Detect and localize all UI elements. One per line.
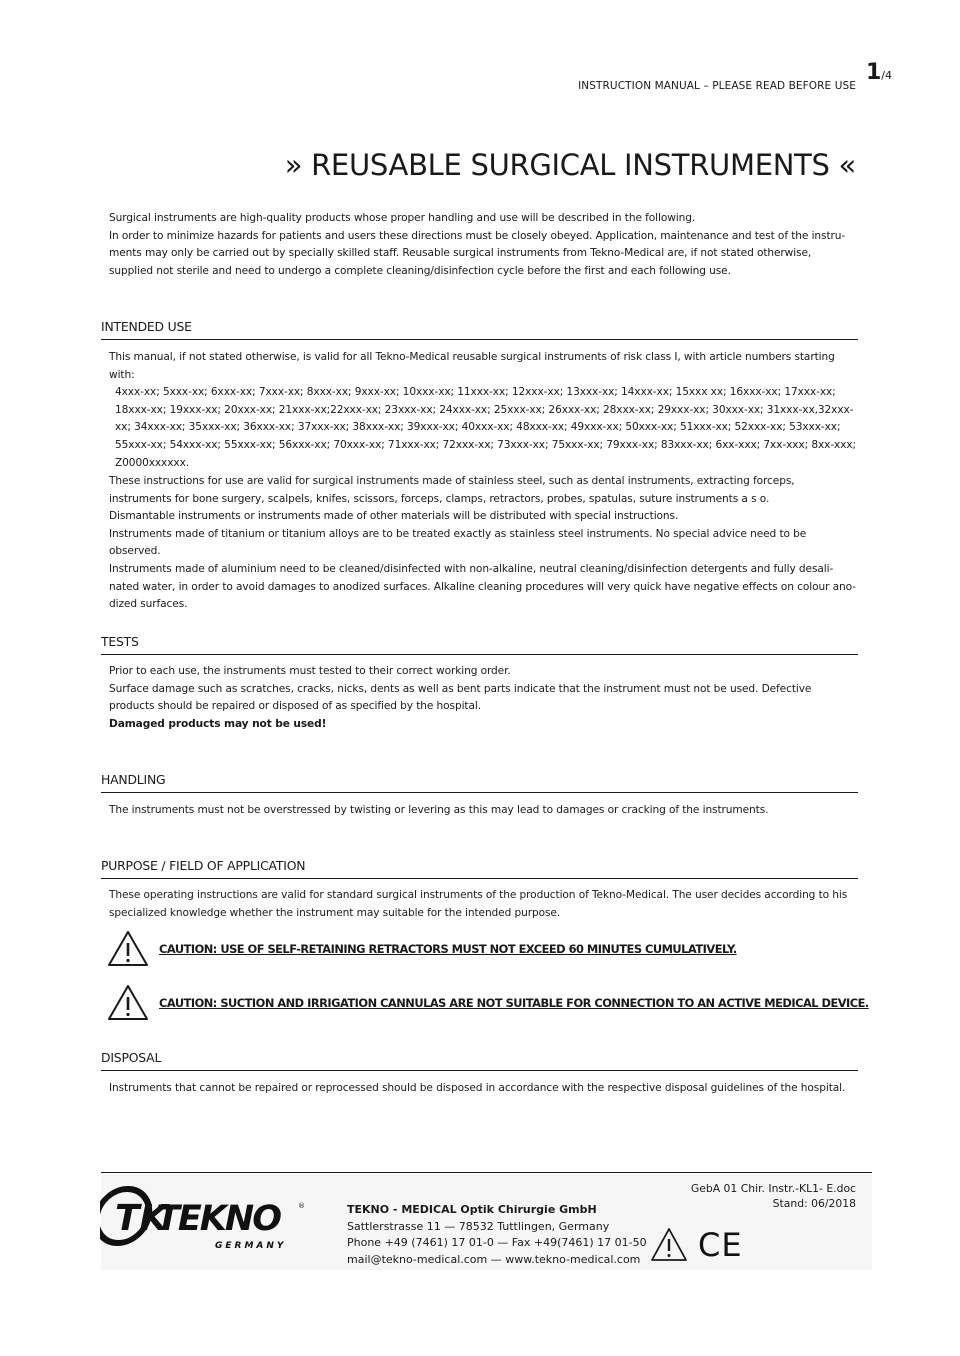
caution-cannulas	[107, 984, 869, 1022]
doc-ref: GebA 01 Chir. Instr.-KL1- E.doc	[690, 1182, 856, 1195]
svg-text:®: ®	[298, 1202, 305, 1210]
heading-purpose: PURPOSE / FIELD OF APPLICATION	[101, 858, 858, 879]
caution-retractors	[107, 930, 737, 968]
logo-wordmark: TEKNO	[156, 1199, 280, 1239]
header-label: INSTRUCTION MANUAL – PLEASE READ BEFORE USE	[578, 80, 856, 92]
company-phone: Phone +49 (7461) 17 01-0 — Fax +49(7461) 17 01-50	[347, 1236, 647, 1250]
page-current: 1	[865, 60, 882, 85]
intro-text	[109, 210, 857, 280]
page-number	[866, 60, 892, 85]
purpose-line: These operating instructions are valid for standard surgical instruments of the production of Tekno-Medical. The user decides according to his specialized knowledge whether the instrument may suitable for the intended purpose.	[109, 889, 848, 919]
intended-use-intro: This manual, if not stated otherwise, is valid for all Tekno-Medical reusable surgical instruments of risk class I, with article numbers starting with:	[109, 351, 835, 381]
logo-subtitle: GERMANY	[215, 1241, 287, 1251]
tests-line-1: Prior to each use, the instruments must tested to their correct working order.	[109, 665, 511, 677]
article-numbers: 4xxx-xx; 5xxx-xx; 6xxx-xx; 7xxx-xx; 8xxx-xx; 9xxx-xx; 10xxx-xx; 11xxx-xx; 12xxx-xx; 13xxx-xx; 14xxx-xx; 15xxx xx; 16xxx-xx; 17xxx-xx; 18xxx-xx; 19xxx-xx; 20xxx-xx; 21xxx-xx;22xxx-xx; 23xxx-xx; 24xxx-xx; 25xxx-xx; 26xxx-xx; 28xxx-xx; 29xxx-xx; 30xxx-xx; 31xxx-xx,32xxx-xx; 34xxx-xx; 35xxx-xx; 36xxx-xx; 37xxx-xx; 38xxx-xx; 39xxx-xx; 40xxx-xx; 48xxx-xx; 49xxx-xx; 50xxx-xx; 51xxx-xx; 52xxx-xx; 53xxx-xx; 55xxx-xx; 54xxx-xx; 55xxx-xx; 56xxx-xx; 70xxx-xx; 71xxx-xx; 72xxx-xx; 73xxx-xx; 75xxx-xx; 79xxx-xx; 83xxx-xx; 6xx-xxx; 7xx-xxx; 8xx-xxx; Z0000xxxxxx.	[115, 386, 857, 469]
doc-date: Stand: 06/2018	[772, 1197, 856, 1210]
caution-cannulas-text: CAUTION: SUCTION AND IRRIGATION CANNULAS ARE NOT SUITABLE FOR CONNECTION TO AN ACTIVE MEDICAL DEVICE.	[159, 996, 869, 1010]
detail-aluminium: Instruments made of aluminium need to be cleaned/disinfected with non-alkaline, neutral cleaning/disinfection detergents and fully desali-nated water, in order to avoid damages to anodized surfaces. Alkaline cleaning procedures will very quick have negative effects on colour ano-dized surfaces.	[109, 562, 856, 611]
heading-intended-use: INTENDED USE	[101, 319, 858, 340]
certification-marks	[650, 1226, 743, 1264]
caution-retractors-text: CAUTION: USE OF SELF-RETAINING RETRACTORS MUST NOT EXCEED 60 MINUTES CUMULATIVELY.	[159, 942, 737, 956]
warning-triangle-icon	[107, 930, 149, 968]
heading-tests: TESTS	[101, 634, 858, 655]
tests-warning: Damaged products may not be used!	[109, 717, 327, 730]
intended-use-details	[109, 473, 857, 614]
intended-use-text	[109, 349, 857, 472]
company-info	[347, 1202, 647, 1268]
company-name: TEKNO - MEDICAL Optik Chirurgie GmbH	[347, 1203, 597, 1216]
intro-line-2: In order to minimize hazards for patients and users these directions must be closely obeyed. Application, maintenance and test of the instru-ments may only be carried out by specially skilled staff. Reusable surgical instruments from Tekno-Medical are, if not stated otherwise, supplied not sterile and need to undergo a complete cleaning/disinfection cycle before the first and each following use.	[109, 229, 846, 277]
tests-text	[109, 663, 857, 733]
warning-triangle-icon	[107, 984, 149, 1022]
heading-handling: HANDLING	[101, 772, 858, 793]
handling-text	[109, 802, 857, 820]
company-address: Sattlerstrasse 11 — 78532 Tuttlingen, Germany	[347, 1219, 610, 1233]
company-web: mail@tekno-medical.com — www.tekno-medical.com	[347, 1252, 641, 1266]
tests-line-2: Surface damage such as scratches, cracks, nicks, dents as well as bent parts indicate that the instrument must not be used. Defective products should be repaired or disposed of as specified by the hospital.	[109, 682, 812, 713]
disposal-line: Instruments that cannot be repaired or reprocessed should be disposed in accordance with the respective disposal guidelines of the hospital.	[109, 1082, 846, 1094]
disposal-text	[109, 1080, 857, 1098]
document-reference	[691, 1181, 856, 1211]
ce-mark-icon: CE	[698, 1226, 743, 1264]
warning-triangle-icon	[650, 1227, 688, 1263]
document-title: » REUSABLE SURGICAL INSTRUMENTS «	[284, 148, 856, 182]
detail-materials: These instructions for use are valid for surgical instruments made of stainless steel, such as dental instruments, extracting forceps, instruments for bone surgery, scalpels, knifes, scissors, forceps, clamps, retractors, probes, spatulas, suture instruments a s o.	[109, 475, 795, 505]
page-total: /4	[881, 69, 892, 82]
purpose-text	[109, 887, 857, 922]
handling-line: The instruments must not be overstressed by twisting or levering as this may lead to damages or cracking of the instruments.	[109, 804, 769, 816]
footer-divider	[101, 1172, 872, 1173]
detail-titanium: Instruments made of titanium or titanium alloys are to be treated exactly as stainless steel instruments. No special advice need to be observed.	[109, 527, 807, 558]
tekno-logo	[100, 1186, 305, 1252]
detail-dismantable: Dismantable instruments or instruments made of other materials will be distributed with special instructions.	[109, 510, 679, 523]
intro-line-1: Surgical instruments are high-quality products whose proper handling and use will be described in the following.	[109, 212, 696, 224]
logo-mark: TK	[115, 1198, 168, 1239]
heading-disposal: DISPOSAL	[101, 1050, 858, 1071]
